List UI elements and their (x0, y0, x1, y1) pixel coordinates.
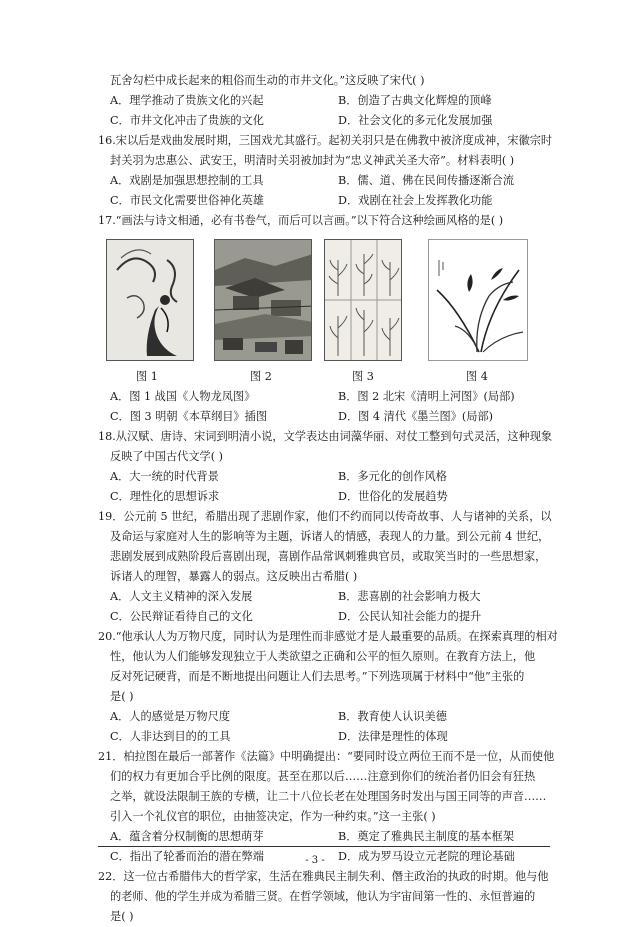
q16-option-a: A．戏剧是加强思想控制的工具 (110, 174, 264, 187)
q22-stem-line-2: 的老师、他的学生并成为希腊三贤。在哲学领域，他认为宇宙间第一性的、永恒普遍的 (110, 890, 536, 903)
q16-stem-line-2: 封关羽为忠惠公、武安王，明清时关羽被加封为“忠义神武关圣大帝”。材料表明( ) (110, 154, 515, 167)
figure-1-caption: 图 1 (136, 370, 158, 383)
q20-options-row-1 (98, 707, 550, 727)
q20-option-d: D．法律是理性的体现 (338, 730, 448, 743)
q18-options-row-2 (98, 487, 550, 507)
q18-stem-line-1: 18.从汉赋、唐诗、宋词到明清小说，文学表达由词藻华丽、对仗工整到句式灵活，这种现象 (98, 430, 553, 443)
q19-option-b: B．悲喜剧的社会影响力极大 (338, 590, 481, 603)
q17-options-row-2 (98, 407, 550, 427)
q17-option-d: D．图 4 清代《墨兰图》(局部) (338, 410, 493, 423)
q21-stem-line-2: 们的权力有更加合乎比例的限度。甚至在那以后……注意到你们的统治者仍旧会有狂热 (110, 770, 536, 783)
q22-stem-line-1: 22．这一位古希腊伟大的哲学家，生活在雅典民主制失利、僭主政治的执政的时期。他与他 (98, 870, 549, 883)
figure-4-caption: 图 4 (466, 370, 488, 383)
q15-options-row-1 (98, 91, 550, 111)
footer-divider (98, 846, 550, 847)
q15-options-row-2 (98, 111, 550, 131)
q20-stem-line-3: 反对死记硬背，而是不断地提出问题让人们去思考。”下列选项属于材料中“他”主张的 (110, 670, 525, 683)
q21-stem-line-1: 21．柏拉图在最后一部著作《法篇》中明确提出：“要同时设立两位王而不是一位，从而使他 (98, 750, 555, 763)
q16-options-row-2 (98, 191, 550, 211)
q15-option-c: C．市井文化冲击了贵族的文化 (110, 114, 264, 127)
q17-stem: 17.“画法与诗文相通，必有书卷气，而后可以言画。”以下符合这种绘画风格的是( ) (98, 214, 504, 227)
q16-options-row-1 (98, 171, 550, 191)
q19-options-row-2 (98, 607, 550, 627)
figure-4-image (428, 239, 528, 361)
figure-3-image (324, 239, 402, 361)
q19-stem-line-3: 悲剧发展到成熟阶段后喜剧出现，喜剧作品常讽刺雅典官员，或取笑当时的一些思想家， (110, 550, 547, 563)
q19-option-d: D．公民认知社会能力的提升 (338, 610, 482, 623)
q16-option-c: C．市民文化需要世俗神化英雄 (110, 194, 264, 207)
q16-option-b: B．儒、道、佛在民间传播逐渐合流 (338, 174, 515, 187)
q17-option-b: B．图 2 北宋《清明上河图》(局部) (338, 390, 515, 403)
q19-stem-line-4: 诉诸人的理智，暴露人的弱点。这反映出古希腊( ) (110, 570, 358, 583)
q20-stem-line-2: 性，他认为人们能够发现独立于人类欲望之正确和公平的恒久原则。在教育方法上，他 (110, 650, 536, 663)
q19-options-row-1 (98, 587, 550, 607)
q18-option-c: C．理性化的思想诉求 (110, 490, 220, 503)
q22-stem-line-3: 是( ) (110, 910, 134, 923)
q20-option-b: B．教育使人认识美德 (338, 710, 447, 723)
q18-option-d: D．世俗化的发展趋势 (338, 490, 448, 503)
figure-2-caption: 图 2 (250, 370, 272, 383)
figure-2-image (214, 239, 312, 361)
q21-stem-line-3: 之举，就设法限制王族的专横，让二十八位长老在处理国务时发出与国王同等的声音…… (110, 790, 547, 803)
q20-stem-line-4: 是( ) (110, 690, 134, 703)
q20-option-c: C．人非达到目的的工具 (110, 730, 231, 743)
figure-1-image (106, 239, 194, 361)
q17-captions (98, 367, 550, 387)
q15-continuation: 瓦舍勾栏中成长起来的粗俗而生动的市井文化。”这反映了宋代( ) (110, 74, 425, 87)
q21-option-a: A．蕴含着分权制衡的思想萌芽 (110, 830, 264, 843)
q18-options-row-1 (98, 467, 550, 487)
q20-option-a: A．人的感觉是万物尺度 (110, 710, 230, 723)
q17-figures (98, 235, 550, 367)
q21-options-row-1 (98, 827, 550, 847)
q21-option-d: D．成为罗马设立元老院的理论基础 (338, 850, 515, 863)
q18-option-b: B．多元化的创作风格 (338, 470, 447, 483)
q19-stem-line-2: 及命运与家庭对人生的影响等为主题，诉诸人的情感，表现人的力量。到公元前 4 世纪， (110, 530, 550, 543)
q19-stem-line-1: 19．公元前 5 世纪，希腊出现了悲剧作家，他们不约而同以传奇故事、人与诸神的关系，以 (98, 510, 552, 523)
q16-option-d: D．戏剧在社会上发挥教化功能 (338, 194, 493, 207)
q19-option-c: C．公民辩证看待自己的文化 (110, 610, 253, 623)
figure-3-caption: 图 3 (352, 370, 374, 383)
q15-option-a: A．理学推动了贵族文化的兴起 (110, 94, 264, 107)
q17-options-row-1 (98, 387, 550, 407)
q20-stem-line-1: 20.“他承认人为万物尺度，同时认为是理性而非感觉才是人最重要的品质。在探索真理的相对 (98, 630, 558, 643)
q20-options-row-2 (98, 727, 550, 747)
q15-option-d: D．社会文化的多元化发展加强 (338, 114, 493, 127)
q19-option-a: A．人文主义精神的深入发展 (110, 590, 253, 603)
q21-stem-line-4: 引入一个礼仪官的职位，由抽签决定，作为一种约束。”这一主张( ) (110, 810, 436, 823)
exam-page (98, 71, 558, 927)
q16-stem-line-1: 16.宋以后是戏曲发展时期，三国戏尤其盛行。起初关羽只是在佛教中被济度成神，宋徽宗时 (98, 134, 553, 147)
q18-option-a: A．大一统的时代背景 (110, 470, 219, 483)
page-number: - 3 - (305, 855, 325, 866)
q17-option-a: A．图 1 战国《人物龙凤图》 (110, 390, 256, 403)
q17-option-c: C．图 3 明朝《本草纲目》插图 (110, 410, 268, 423)
q21-option-b: B．奠定了雅典民主制度的基本框架 (338, 830, 515, 843)
q21-option-c: C．指出了轮番而治的潜在弊端 (110, 850, 264, 863)
q18-stem-line-2: 反映了中国古代文学( ) (110, 450, 223, 463)
q15-option-b: B．创造了古典文化辉煌的顶峰 (338, 94, 492, 107)
